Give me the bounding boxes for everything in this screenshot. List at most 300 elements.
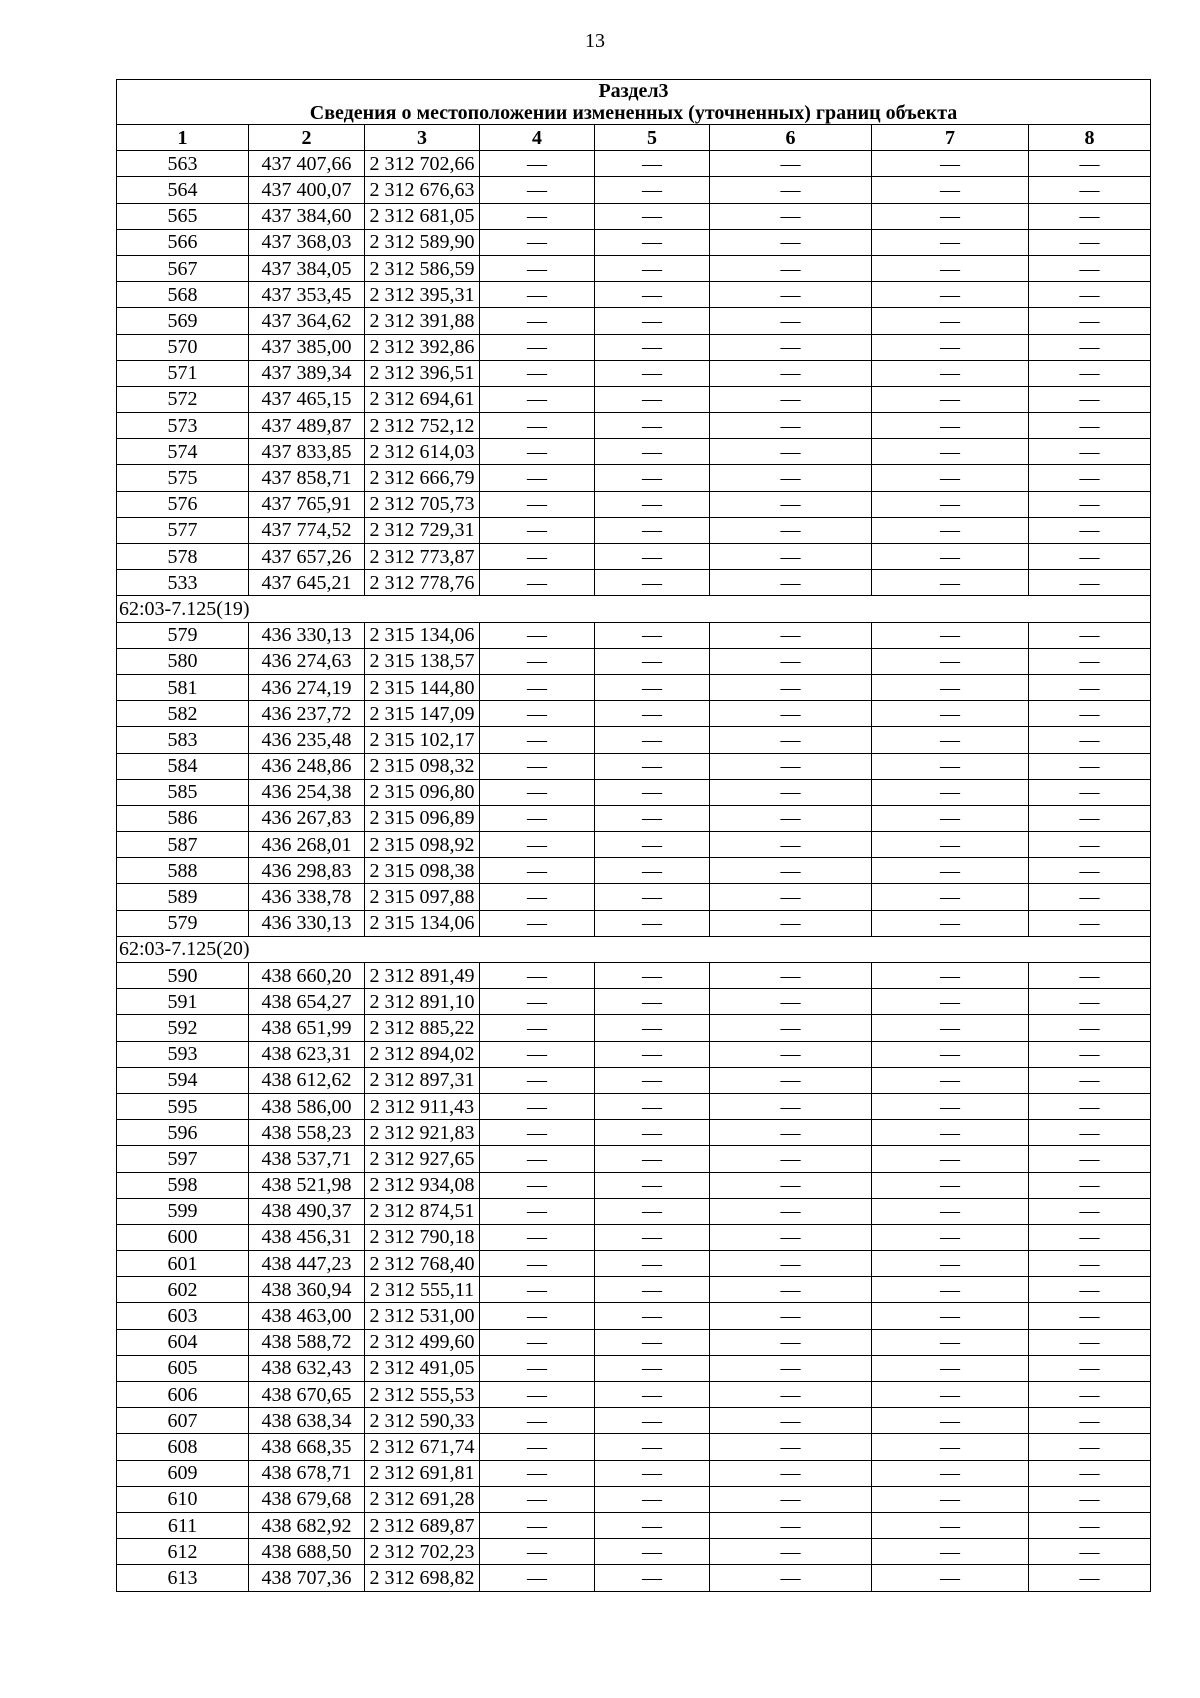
empty-value-cell: — [1029, 491, 1151, 517]
table-row [117, 832, 1151, 858]
empty-value-cell: — [480, 1355, 595, 1381]
table-row [117, 779, 1151, 805]
point-number-cell: 579 [117, 910, 249, 936]
table-row [117, 229, 1151, 255]
empty-value-cell: — [710, 1460, 872, 1486]
empty-value-cell: — [872, 701, 1029, 727]
empty-value-cell: — [872, 989, 1029, 1015]
point-number-cell: 565 [117, 203, 249, 229]
empty-value-cell: — [872, 858, 1029, 884]
empty-value-cell: — [710, 465, 872, 491]
empty-value-cell: — [480, 674, 595, 700]
empty-value-cell: — [595, 360, 710, 386]
empty-value-cell: — [1029, 1251, 1151, 1277]
point-number-cell: 597 [117, 1146, 249, 1172]
empty-value-cell: — [480, 858, 595, 884]
x-coordinate-cell: 437 774,52 [249, 517, 365, 543]
empty-value-cell: — [872, 1172, 1029, 1198]
empty-value-cell: — [872, 491, 1029, 517]
empty-value-cell: — [595, 1303, 710, 1329]
point-number-cell: 598 [117, 1172, 249, 1198]
point-number-cell: 611 [117, 1512, 249, 1538]
empty-value-cell: — [480, 727, 595, 753]
empty-value-cell: — [710, 727, 872, 753]
empty-value-cell: — [480, 1382, 595, 1408]
empty-value-cell: — [872, 308, 1029, 334]
point-number-cell: 573 [117, 413, 249, 439]
empty-value-cell: — [480, 1015, 595, 1041]
point-number-cell: 578 [117, 544, 249, 570]
empty-value-cell: — [595, 413, 710, 439]
empty-value-cell: — [595, 334, 710, 360]
table-row [117, 1329, 1151, 1355]
empty-value-cell: — [1029, 151, 1151, 177]
table-row [117, 1146, 1151, 1172]
empty-value-cell: — [710, 229, 872, 255]
point-number-cell: 596 [117, 1120, 249, 1146]
empty-value-cell: — [480, 151, 595, 177]
y-coordinate-cell: 2 312 729,31 [365, 517, 480, 543]
empty-value-cell: — [1029, 360, 1151, 386]
column-header-2: 2 [249, 125, 365, 151]
y-coordinate-cell: 2 312 590,33 [365, 1408, 480, 1434]
y-coordinate-cell: 2 312 589,90 [365, 229, 480, 255]
point-number-cell: 595 [117, 1093, 249, 1119]
y-coordinate-cell: 2 312 885,22 [365, 1015, 480, 1041]
empty-value-cell: — [1029, 544, 1151, 570]
point-number-cell: 606 [117, 1382, 249, 1408]
x-coordinate-cell: 437 657,26 [249, 544, 365, 570]
point-number-cell: 571 [117, 360, 249, 386]
x-coordinate-cell: 436 268,01 [249, 832, 365, 858]
table-row [117, 1251, 1151, 1277]
empty-value-cell: — [710, 491, 872, 517]
y-coordinate-cell: 2 312 499,60 [365, 1329, 480, 1355]
table-row [117, 1277, 1151, 1303]
empty-value-cell: — [595, 1355, 710, 1381]
empty-value-cell: — [1029, 701, 1151, 727]
x-coordinate-cell: 437 384,05 [249, 255, 365, 281]
empty-value-cell: — [1029, 517, 1151, 543]
table-row [117, 282, 1151, 308]
empty-value-cell: — [872, 439, 1029, 465]
empty-value-cell: — [595, 1251, 710, 1277]
table-row [117, 1539, 1151, 1565]
empty-value-cell: — [595, 439, 710, 465]
empty-value-cell: — [595, 858, 710, 884]
empty-value-cell: — [1029, 910, 1151, 936]
point-number-cell: 572 [117, 386, 249, 412]
x-coordinate-cell: 438 588,72 [249, 1329, 365, 1355]
empty-value-cell: — [1029, 1067, 1151, 1093]
empty-value-cell: — [872, 360, 1029, 386]
point-number-cell: 590 [117, 963, 249, 989]
empty-value-cell: — [872, 674, 1029, 700]
x-coordinate-cell: 437 407,66 [249, 151, 365, 177]
x-coordinate-cell: 438 668,35 [249, 1434, 365, 1460]
empty-value-cell: — [480, 1277, 595, 1303]
empty-value-cell: — [480, 1303, 595, 1329]
y-coordinate-cell: 2 312 921,83 [365, 1120, 480, 1146]
empty-value-cell: — [480, 465, 595, 491]
section-label: Раздел3 [598, 80, 669, 102]
empty-value-cell: — [1029, 805, 1151, 831]
empty-value-cell: — [480, 1120, 595, 1146]
table-row [117, 255, 1151, 281]
y-coordinate-cell: 2 312 702,23 [365, 1539, 480, 1565]
table-row [117, 753, 1151, 779]
empty-value-cell: — [872, 910, 1029, 936]
empty-value-cell: — [872, 1512, 1029, 1538]
empty-value-cell: — [710, 1565, 872, 1591]
empty-value-cell: — [1029, 308, 1151, 334]
point-number-cell: 564 [117, 177, 249, 203]
empty-value-cell: — [710, 1329, 872, 1355]
empty-value-cell: — [480, 1539, 595, 1565]
empty-value-cell: — [710, 1303, 872, 1329]
table-row [117, 963, 1151, 989]
point-number-cell: 600 [117, 1224, 249, 1250]
empty-value-cell: — [872, 1382, 1029, 1408]
table-row [117, 1565, 1151, 1591]
empty-value-cell: — [872, 779, 1029, 805]
empty-value-cell: — [480, 1251, 595, 1277]
empty-value-cell: — [872, 229, 1029, 255]
empty-value-cell: — [710, 1015, 872, 1041]
empty-value-cell: — [872, 1198, 1029, 1224]
y-coordinate-cell: 2 312 911,43 [365, 1093, 480, 1119]
empty-value-cell: — [595, 1512, 710, 1538]
empty-value-cell: — [595, 1093, 710, 1119]
table-row [117, 910, 1151, 936]
y-coordinate-cell: 2 315 096,89 [365, 805, 480, 831]
y-coordinate-cell: 2 315 098,32 [365, 753, 480, 779]
empty-value-cell: — [1029, 1093, 1151, 1119]
y-coordinate-cell: 2 312 614,03 [365, 439, 480, 465]
empty-value-cell: — [710, 622, 872, 648]
empty-value-cell: — [595, 255, 710, 281]
x-coordinate-cell: 438 654,27 [249, 989, 365, 1015]
empty-value-cell: — [1029, 858, 1151, 884]
empty-value-cell: — [710, 1408, 872, 1434]
empty-value-cell: — [710, 1146, 872, 1172]
x-coordinate-cell: 438 688,50 [249, 1539, 365, 1565]
y-coordinate-cell: 2 315 138,57 [365, 648, 480, 674]
empty-value-cell: — [480, 805, 595, 831]
empty-value-cell: — [595, 779, 710, 805]
point-number-cell: 574 [117, 439, 249, 465]
empty-value-cell: — [480, 229, 595, 255]
point-number-cell: 567 [117, 255, 249, 281]
empty-value-cell: — [872, 386, 1029, 412]
x-coordinate-cell: 436 274,63 [249, 648, 365, 674]
table-row [117, 465, 1151, 491]
empty-value-cell: — [710, 1251, 872, 1277]
empty-value-cell: — [872, 1093, 1029, 1119]
empty-value-cell: — [872, 832, 1029, 858]
y-coordinate-cell: 2 312 691,28 [365, 1486, 480, 1512]
y-coordinate-cell: 2 312 752,12 [365, 413, 480, 439]
table-row [117, 1224, 1151, 1250]
empty-value-cell: — [1029, 255, 1151, 281]
table-row [117, 570, 1151, 596]
empty-value-cell: — [872, 1329, 1029, 1355]
empty-value-cell: — [480, 884, 595, 910]
empty-value-cell: — [595, 203, 710, 229]
empty-value-cell: — [480, 1460, 595, 1486]
empty-value-cell: — [480, 544, 595, 570]
y-coordinate-cell: 2 312 891,49 [365, 963, 480, 989]
empty-value-cell: — [480, 1067, 595, 1093]
table-row [117, 1303, 1151, 1329]
empty-value-cell: — [1029, 1303, 1151, 1329]
point-number-cell: 579 [117, 622, 249, 648]
y-coordinate-cell: 2 315 147,09 [365, 701, 480, 727]
table-row [117, 701, 1151, 727]
y-coordinate-cell: 2 315 098,92 [365, 832, 480, 858]
y-coordinate-cell: 2 315 134,06 [365, 622, 480, 648]
table-row [117, 1434, 1151, 1460]
y-coordinate-cell: 2 312 768,40 [365, 1251, 480, 1277]
point-number-cell: 569 [117, 308, 249, 334]
empty-value-cell: — [710, 255, 872, 281]
x-coordinate-cell: 438 463,00 [249, 1303, 365, 1329]
empty-value-cell: — [872, 1408, 1029, 1434]
empty-value-cell: — [710, 1224, 872, 1250]
empty-value-cell: — [872, 1303, 1029, 1329]
y-coordinate-cell: 2 312 891,10 [365, 989, 480, 1015]
y-coordinate-cell: 2 312 894,02 [365, 1041, 480, 1067]
empty-value-cell: — [872, 648, 1029, 674]
point-number-cell: 587 [117, 832, 249, 858]
empty-value-cell: — [1029, 1198, 1151, 1224]
table-row [117, 360, 1151, 386]
x-coordinate-cell: 437 368,03 [249, 229, 365, 255]
empty-value-cell: — [1029, 1329, 1151, 1355]
y-coordinate-cell: 2 312 702,66 [365, 151, 480, 177]
empty-value-cell: — [1029, 1041, 1151, 1067]
empty-value-cell: — [1029, 622, 1151, 648]
empty-value-cell: — [872, 1251, 1029, 1277]
empty-value-cell: — [595, 1434, 710, 1460]
page-number: 13 [585, 30, 605, 52]
empty-value-cell: — [872, 1565, 1029, 1591]
empty-value-cell: — [480, 701, 595, 727]
y-coordinate-cell: 2 312 531,00 [365, 1303, 480, 1329]
empty-value-cell: — [595, 544, 710, 570]
point-number-cell: 599 [117, 1198, 249, 1224]
x-coordinate-cell: 437 385,00 [249, 334, 365, 360]
empty-value-cell: — [595, 1382, 710, 1408]
column-header-6: 6 [710, 125, 872, 151]
empty-value-cell: — [872, 1224, 1029, 1250]
empty-value-cell: — [710, 701, 872, 727]
empty-value-cell: — [480, 1172, 595, 1198]
empty-value-cell: — [872, 1146, 1029, 1172]
empty-value-cell: — [710, 1120, 872, 1146]
empty-value-cell: — [480, 1434, 595, 1460]
parcel-group-heading: 62:03-7.125(19) [117, 596, 1151, 622]
empty-value-cell: — [710, 858, 872, 884]
empty-value-cell: — [710, 308, 872, 334]
y-coordinate-cell: 2 312 681,05 [365, 203, 480, 229]
table-row [117, 989, 1151, 1015]
table-row [117, 203, 1151, 229]
table-row [117, 727, 1151, 753]
empty-value-cell: — [710, 648, 872, 674]
empty-value-cell: — [480, 491, 595, 517]
x-coordinate-cell: 438 586,00 [249, 1093, 365, 1119]
y-coordinate-cell: 2 312 698,82 [365, 1565, 480, 1591]
empty-value-cell: — [1029, 1172, 1151, 1198]
empty-value-cell: — [710, 151, 872, 177]
y-coordinate-cell: 2 312 897,31 [365, 1067, 480, 1093]
table-row [117, 648, 1151, 674]
empty-value-cell: — [1029, 1146, 1151, 1172]
boundary-coordinates-table [116, 79, 1151, 1592]
table-row [117, 334, 1151, 360]
x-coordinate-cell: 438 632,43 [249, 1355, 365, 1381]
empty-value-cell: — [872, 1041, 1029, 1067]
parcel-group-heading: 62:03-7.125(20) [117, 936, 1151, 962]
empty-value-cell: — [480, 1512, 595, 1538]
x-coordinate-cell: 438 638,34 [249, 1408, 365, 1434]
empty-value-cell: — [872, 622, 1029, 648]
empty-value-cell: — [480, 910, 595, 936]
empty-value-cell: — [595, 832, 710, 858]
empty-value-cell: — [1029, 465, 1151, 491]
y-coordinate-cell: 2 312 705,73 [365, 491, 480, 517]
point-number-cell: 582 [117, 701, 249, 727]
empty-value-cell: — [1029, 203, 1151, 229]
empty-value-cell: — [710, 1355, 872, 1381]
empty-value-cell: — [480, 779, 595, 805]
x-coordinate-cell: 438 537,71 [249, 1146, 365, 1172]
empty-value-cell: — [872, 753, 1029, 779]
x-coordinate-cell: 437 858,71 [249, 465, 365, 491]
empty-value-cell: — [595, 177, 710, 203]
empty-value-cell: — [1029, 1486, 1151, 1512]
empty-value-cell: — [872, 517, 1029, 543]
empty-value-cell: — [1029, 648, 1151, 674]
empty-value-cell: — [480, 753, 595, 779]
x-coordinate-cell: 438 623,31 [249, 1041, 365, 1067]
empty-value-cell: — [595, 1539, 710, 1565]
empty-value-cell: — [480, 203, 595, 229]
x-coordinate-cell: 437 400,07 [249, 177, 365, 203]
x-coordinate-cell: 438 456,31 [249, 1224, 365, 1250]
empty-value-cell: — [1029, 989, 1151, 1015]
column-header-5: 5 [595, 125, 710, 151]
y-coordinate-cell: 2 312 392,86 [365, 334, 480, 360]
x-coordinate-cell: 437 389,34 [249, 360, 365, 386]
point-number-cell: 593 [117, 1041, 249, 1067]
y-coordinate-cell: 2 312 391,88 [365, 308, 480, 334]
empty-value-cell: — [710, 884, 872, 910]
table-row [117, 1355, 1151, 1381]
empty-value-cell: — [480, 1329, 595, 1355]
parcel-group-row [117, 596, 1151, 622]
x-coordinate-cell: 438 612,62 [249, 1067, 365, 1093]
point-number-cell: 610 [117, 1486, 249, 1512]
empty-value-cell: — [710, 674, 872, 700]
table-row [117, 177, 1151, 203]
point-number-cell: 577 [117, 517, 249, 543]
table-row [117, 1512, 1151, 1538]
point-number-cell: 568 [117, 282, 249, 308]
point-number-cell: 585 [117, 779, 249, 805]
y-coordinate-cell: 2 312 555,53 [365, 1382, 480, 1408]
empty-value-cell: — [710, 1067, 872, 1093]
point-number-cell: 566 [117, 229, 249, 255]
empty-value-cell: — [1029, 1408, 1151, 1434]
y-coordinate-cell: 2 312 671,74 [365, 1434, 480, 1460]
empty-value-cell: — [710, 1172, 872, 1198]
point-number-cell: 570 [117, 334, 249, 360]
empty-value-cell: — [595, 1460, 710, 1486]
y-coordinate-cell: 2 312 778,76 [365, 570, 480, 596]
empty-value-cell: — [595, 1015, 710, 1041]
empty-value-cell: — [1029, 1015, 1151, 1041]
empty-value-cell: — [872, 465, 1029, 491]
y-coordinate-cell: 2 312 694,61 [365, 386, 480, 412]
point-number-cell: 580 [117, 648, 249, 674]
table-row [117, 544, 1151, 570]
empty-value-cell: — [595, 884, 710, 910]
empty-value-cell: — [595, 570, 710, 596]
empty-value-cell: — [480, 439, 595, 465]
empty-value-cell: — [872, 1486, 1029, 1512]
empty-value-cell: — [595, 308, 710, 334]
empty-value-cell: — [710, 439, 872, 465]
empty-value-cell: — [1029, 439, 1151, 465]
table-row [117, 491, 1151, 517]
empty-value-cell: — [710, 1198, 872, 1224]
empty-value-cell: — [872, 544, 1029, 570]
empty-value-cell: — [480, 282, 595, 308]
empty-value-cell: — [710, 910, 872, 936]
empty-value-cell: — [480, 832, 595, 858]
empty-value-cell: — [872, 177, 1029, 203]
x-coordinate-cell: 438 360,94 [249, 1277, 365, 1303]
empty-value-cell: — [595, 151, 710, 177]
point-number-cell: 607 [117, 1408, 249, 1434]
empty-value-cell: — [480, 648, 595, 674]
y-coordinate-cell: 2 312 874,51 [365, 1198, 480, 1224]
point-number-cell: 563 [117, 151, 249, 177]
empty-value-cell: — [1029, 1565, 1151, 1591]
empty-value-cell: — [480, 1198, 595, 1224]
empty-value-cell: — [1029, 1434, 1151, 1460]
table-row [117, 1172, 1151, 1198]
empty-value-cell: — [872, 1434, 1029, 1460]
point-number-cell: 602 [117, 1277, 249, 1303]
empty-value-cell: — [595, 1041, 710, 1067]
empty-value-cell: — [595, 910, 710, 936]
x-coordinate-cell: 436 237,72 [249, 701, 365, 727]
empty-value-cell: — [710, 963, 872, 989]
empty-value-cell: — [480, 177, 595, 203]
empty-value-cell: — [480, 963, 595, 989]
table-row [117, 439, 1151, 465]
y-coordinate-cell: 2 312 491,05 [365, 1355, 480, 1381]
empty-value-cell: — [595, 989, 710, 1015]
column-header-7: 7 [872, 125, 1029, 151]
empty-value-cell: — [480, 386, 595, 412]
x-coordinate-cell: 437 353,45 [249, 282, 365, 308]
empty-value-cell: — [1029, 1539, 1151, 1565]
empty-value-cell: — [1029, 334, 1151, 360]
